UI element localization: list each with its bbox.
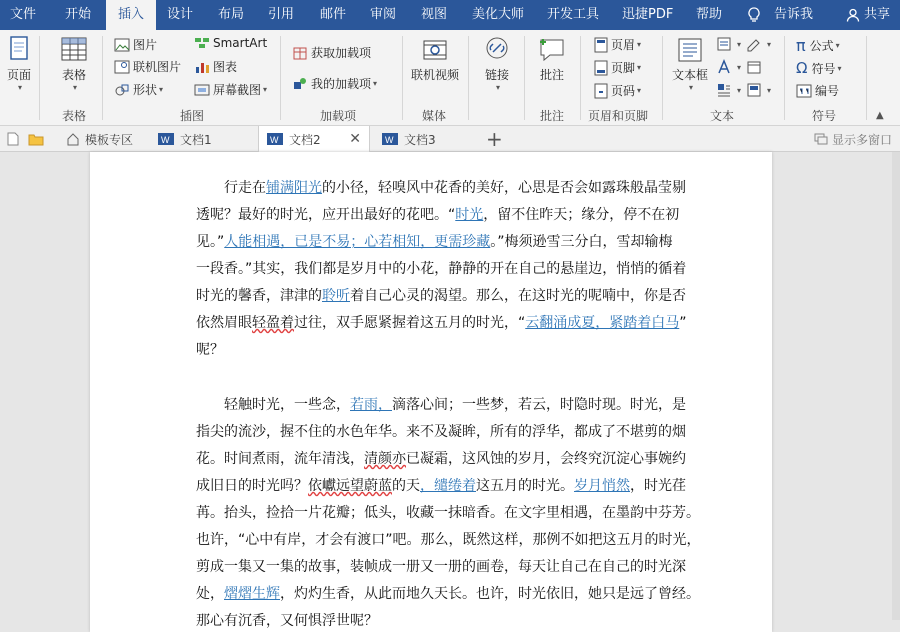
numbering-label: 编号: [815, 84, 840, 98]
menu-bar: [0, 0, 900, 30]
my-addins-label: 我的加载项: [311, 77, 372, 91]
text-run: 着自己心灵的渴望。那么，在这时光的呢喃中，你是否: [350, 288, 686, 304]
symbol-button[interactable]: Ω 符号 ▾: [796, 59, 842, 77]
ribbon: [0, 30, 900, 126]
smartart-icon: [194, 36, 210, 50]
header-label: 页眉: [611, 38, 636, 52]
tab-doc3-label: 文档3: [404, 132, 436, 147]
calendar-icon: [746, 59, 762, 75]
multi-window-button[interactable]: [814, 126, 892, 152]
page-number-icon: [594, 83, 608, 99]
text-run: ，灼灼生香，从此而地久天长。也许，时光依旧，她只是远了曾经。: [280, 586, 700, 602]
hyperlink[interactable]: 若雨，: [350, 397, 392, 413]
group-label-symbols: 符号: [812, 109, 837, 123]
group-label-media: 媒体: [422, 109, 447, 123]
shape-button[interactable]: 形状 ▾: [114, 81, 163, 98]
symbol-label: 符号: [811, 61, 836, 76]
header-icon: [594, 37, 608, 53]
svg-text:W: W: [385, 135, 394, 145]
video-icon: [421, 36, 449, 64]
textbox-icon: [676, 36, 704, 64]
text-run: 一段香。”其实，我们都是岁月中的小花，静静的开在自己的悬崖边，悄悄的循着: [196, 261, 687, 277]
document-tab-bar: [0, 126, 900, 152]
spelling-flag: 轻盈着: [252, 315, 294, 331]
spelling-flag: 清颜亦: [364, 451, 406, 467]
text-line[interactable]: [196, 477, 686, 495]
text-line[interactable]: [196, 341, 224, 359]
multi-window-label: 显示多窗口: [832, 132, 893, 147]
text-run: 处，: [196, 586, 224, 602]
new-document-icon[interactable]: [6, 132, 20, 146]
numbering-icon: [796, 84, 812, 98]
text-run: 过往，双手愿紧握着这五月的时光，“: [294, 315, 526, 331]
picture-label: 图片: [133, 38, 158, 52]
text-run: 透呢？最好的时光，应开出最好的花吧。“: [196, 207, 456, 223]
screenshot-icon: [194, 83, 210, 97]
windows-icon: [814, 133, 828, 145]
omega-icon: Ω: [796, 59, 808, 77]
hyperlink[interactable]: ，缱绻着: [420, 478, 476, 494]
text-run: 时光的馨香，津津的: [196, 288, 322, 304]
online-picture-button[interactable]: [114, 58, 181, 75]
text-run: 依然眉眼: [196, 315, 252, 331]
text-line[interactable]: [224, 179, 686, 197]
shape-icon: [114, 83, 130, 97]
tab-review[interactable]: 审阅: [370, 7, 397, 22]
online-video-label: 联机视频: [410, 68, 459, 82]
object-button[interactable]: ▾: [746, 82, 771, 98]
wordart-button[interactable]: ▾: [716, 59, 741, 75]
online-picture-icon: [114, 60, 130, 74]
chart-button[interactable]: [194, 58, 237, 75]
person-icon: [846, 8, 860, 22]
numbering-button[interactable]: [796, 82, 839, 99]
page-number-button[interactable]: 页码 ▾: [594, 82, 641, 99]
text-line[interactable]: [196, 260, 686, 278]
new-tab-icon[interactable]: +: [486, 127, 503, 151]
word-doc-icon: [382, 132, 398, 146]
date-time-button[interactable]: [746, 59, 765, 75]
tab-xunjie-pdf[interactable]: 迅捷PDF: [622, 7, 674, 22]
text-run: ，留不住昨天；缘分，停不在初: [483, 207, 680, 223]
footer-label: 页脚: [611, 61, 636, 75]
home-icon: [66, 132, 80, 146]
comment-button[interactable]: [534, 36, 570, 83]
drop-cap-button[interactable]: ▾: [716, 82, 741, 98]
addins-icon: [292, 76, 308, 92]
text-run: 轻触时光，一些念，: [224, 397, 350, 413]
tab-doc1-label: 文档1: [180, 132, 212, 147]
get-addins-label: 获取加载项: [311, 46, 372, 60]
tab-doc3[interactable]: [374, 126, 444, 152]
group-label-table: 表格: [62, 109, 87, 123]
online-video-button[interactable]: [408, 36, 462, 83]
tab-meihua[interactable]: 美化大师: [472, 7, 525, 22]
store-icon: [292, 45, 308, 61]
tab-developer[interactable]: 开发工具: [547, 7, 600, 22]
text-run: 剪成一集又一集的故事，装帧成一册又一册的画卷，每天让自己在自己的时光深: [196, 559, 686, 575]
tab-help[interactable]: 帮助: [696, 7, 723, 22]
group-label-illustrations: 插图: [180, 109, 205, 123]
footer-icon: [594, 60, 608, 76]
text-line[interactable]: [196, 450, 686, 468]
text-run: 。”梅须逊雪三分白，雪却输梅: [490, 234, 673, 250]
shape-label: 形状: [133, 83, 158, 97]
group-label-comments: 批注: [540, 109, 565, 123]
link-label: 链接: [484, 68, 509, 82]
text-run: 成旧日的时光吗？: [196, 478, 308, 494]
wordart-icon: [716, 59, 732, 75]
tell-me[interactable]: 告诉我: [774, 7, 814, 22]
tab-layout[interactable]: 布局: [218, 7, 245, 22]
group-label-header-footer: 页眉和页脚: [588, 109, 649, 123]
hyperlink[interactable]: 铺满阳光: [266, 180, 322, 196]
text-run: ”: [679, 315, 687, 331]
text-run: 花。时间煮雨，流年清浅，: [196, 451, 364, 467]
text-run: 行走在: [224, 180, 266, 196]
table-icon: [60, 36, 88, 64]
quick-parts-button[interactable]: ▾: [716, 36, 741, 52]
textbox-label: 文本框: [671, 68, 708, 82]
text-run: 这五月的时光。: [476, 478, 574, 494]
close-tab-icon[interactable]: ✕: [349, 131, 361, 147]
tab-doc2-label: 文档2: [289, 132, 321, 147]
table-button[interactable]: 表格 ▾: [56, 36, 92, 92]
spelling-flag: 依巘远望蔚蓝: [308, 478, 392, 494]
signature-icon: [746, 36, 762, 52]
page-icon: [9, 36, 29, 64]
folder-icon[interactable]: [28, 132, 44, 146]
text-run: 的小径，轻嗅风中花香的美好，心思是否会如露珠般晶莹剔: [322, 180, 686, 196]
hyperlink[interactable]: 聆听: [322, 288, 350, 304]
link-button[interactable]: 链接 ▾: [478, 36, 516, 92]
my-addins-button[interactable]: 我的加载项 ▾: [292, 75, 377, 92]
text-run: ，时光荏: [630, 478, 686, 494]
formula-label: 公式: [809, 39, 834, 53]
header-button[interactable]: 页眉 ▾: [594, 36, 641, 53]
text-line[interactable]: [224, 396, 686, 414]
svg-text:W: W: [161, 135, 170, 145]
collapse-ribbon-icon[interactable]: ▲: [876, 110, 884, 121]
quick-parts-icon: [716, 36, 732, 52]
text-line[interactable]: [196, 612, 378, 630]
smartart-button[interactable]: [194, 36, 267, 50]
text-run: 滴落心间；一些梦，若云，时隐时现。时光，是: [392, 397, 686, 413]
tab-template-label: 模板专区: [85, 132, 134, 147]
hyperlink[interactable]: 岁月悄然: [574, 478, 630, 494]
tab-mailings[interactable]: 邮件: [320, 7, 347, 22]
signature-line-button[interactable]: ▾: [746, 36, 771, 52]
pi-icon: π: [796, 36, 806, 55]
picture-button[interactable]: [114, 36, 157, 53]
text-line[interactable]: [196, 287, 686, 305]
chart-label: 图表: [213, 60, 238, 74]
textbox-button[interactable]: 文本框 ▾: [668, 36, 712, 92]
comment-label: 批注: [539, 68, 564, 82]
formula-button[interactable]: π 公式 ▾: [796, 36, 840, 55]
tab-home[interactable]: 开始: [65, 7, 92, 22]
group-label-text: 文本: [710, 109, 735, 123]
link-icon: [483, 36, 511, 64]
comment-icon: [538, 36, 566, 64]
page-label: 页面: [6, 68, 31, 82]
tab-references[interactable]: 引用: [268, 7, 295, 22]
screenshot-label: 屏幕截图: [213, 83, 262, 97]
smartart-label: SmartArt: [213, 36, 268, 50]
tab-doc2[interactable]: [258, 126, 370, 152]
text-run: 那心有沉香，又何惧浮世呢？: [196, 613, 378, 629]
tab-doc1[interactable]: [150, 126, 220, 152]
word-doc-icon: [158, 132, 174, 146]
footer-button[interactable]: 页脚 ▾: [594, 59, 641, 76]
object-icon: [746, 82, 762, 98]
hyperlink[interactable]: 熠熠生辉: [224, 586, 280, 602]
tab-design[interactable]: 设计: [167, 7, 194, 22]
tab-template[interactable]: [58, 126, 141, 152]
group-label-addins: 加载项: [320, 109, 357, 123]
get-addins-button[interactable]: [292, 44, 371, 61]
text-run: 呢？: [196, 342, 224, 358]
text-line[interactable]: [196, 504, 700, 522]
tab-file[interactable]: 文件: [10, 7, 37, 22]
drop-cap-icon: [716, 82, 732, 98]
table-label: 表格: [61, 68, 86, 82]
online-picture-label: 联机图片: [133, 60, 182, 74]
chart-icon: [194, 60, 210, 74]
text-line[interactable]: [196, 206, 679, 224]
share-button[interactable]: 共享: [864, 7, 891, 22]
text-line[interactable]: [196, 585, 700, 603]
tab-view[interactable]: 视图: [421, 7, 448, 22]
text-line[interactable]: [196, 314, 687, 332]
text-run: 也许，“心中有岸，才会有渡口”吧。那么，既然这样，那例不如把这五月的时光，: [196, 532, 701, 548]
page-button[interactable]: 页面 ▾: [4, 36, 34, 92]
vertical-scrollbar[interactable]: [892, 152, 900, 620]
text-run: 见。”: [196, 234, 225, 250]
text-run: 的天: [392, 478, 420, 494]
hyperlink[interactable]: 云翻涌成夏，紧踏着白马: [525, 315, 680, 331]
text-run: 苒。抬头，捡拾一片花瓣；低头，收藏一抹暗香。在文字里相遇，在墨韵中芬芳。: [196, 505, 700, 521]
svg-text:W: W: [270, 135, 279, 145]
page-number-label: 页码: [611, 84, 636, 98]
text-line[interactable]: [196, 423, 686, 441]
text-run: 指尖的流沙，握不住的水色年华。来不及凝眸，所有的浮华，都成了不堪剪的烟: [196, 424, 686, 440]
text-line[interactable]: [196, 531, 701, 549]
tab-insert[interactable]: 插入: [106, 0, 156, 30]
picture-icon: [114, 38, 130, 52]
word-doc-icon: [267, 132, 283, 146]
text-line[interactable]: [196, 233, 673, 251]
text-run: 已凝霜，这风蚀的岁月，会终究沉淀心事婉约: [406, 451, 686, 467]
text-line[interactable]: [196, 558, 686, 576]
hyperlink[interactable]: 人能相遇，已是不易；心若相知，更需珍藏: [224, 234, 491, 250]
lightbulb-icon: [748, 7, 760, 23]
hyperlink[interactable]: 时光: [455, 207, 484, 223]
screenshot-button[interactable]: 屏幕截图 ▾: [194, 81, 267, 98]
